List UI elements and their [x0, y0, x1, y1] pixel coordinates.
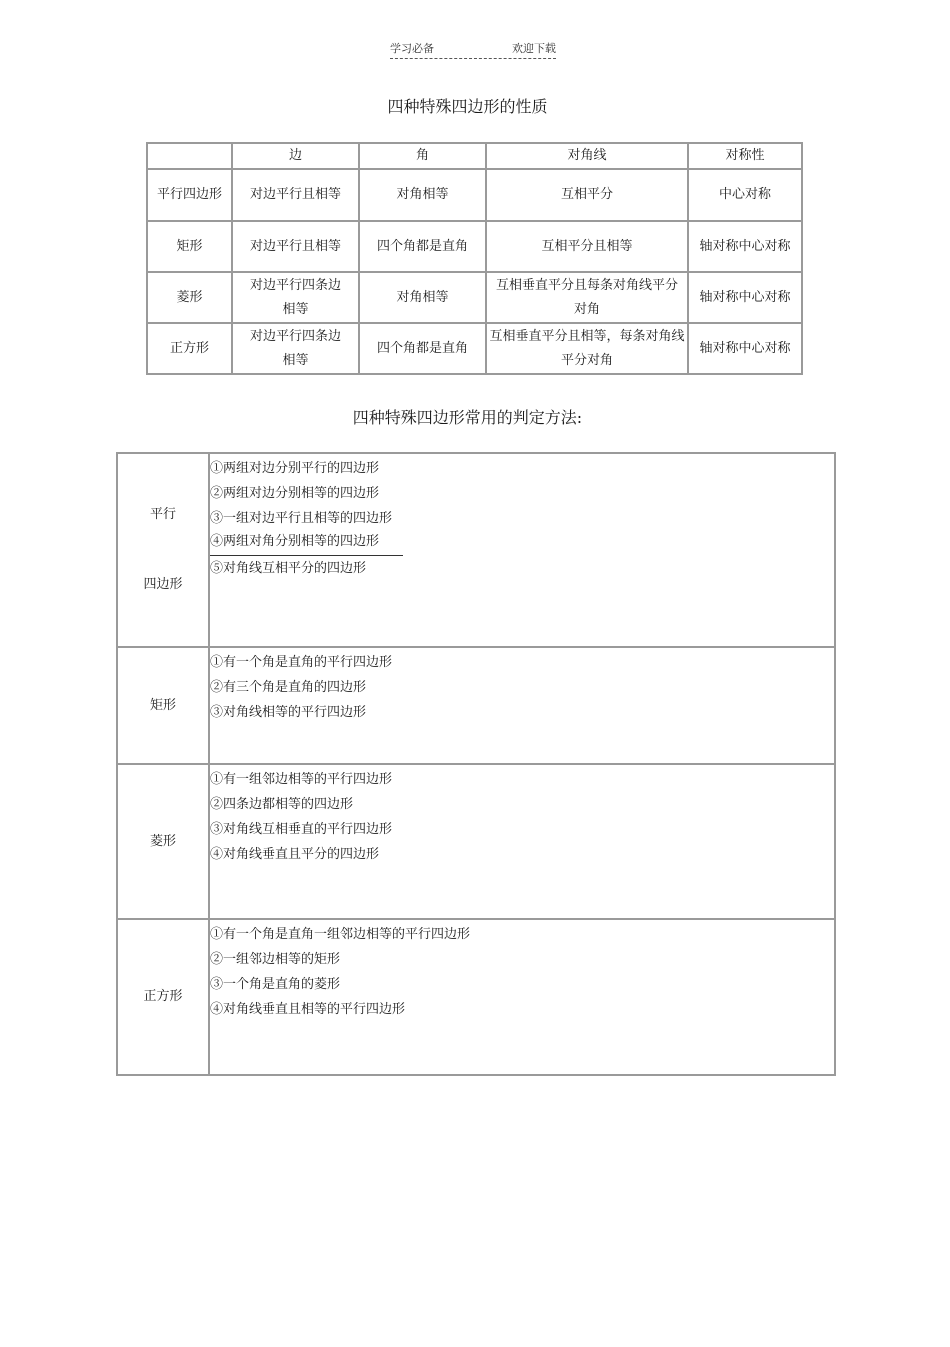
table-row	[117, 647, 835, 764]
angle-cell: 四个角都是直角	[359, 221, 486, 272]
judgement-table	[116, 452, 836, 1076]
list-item: ③一组对边平行且相等的四边形	[210, 511, 393, 526]
shape-name-cell	[117, 453, 209, 647]
list-item: ④对角线垂直且平分的四边形	[210, 847, 380, 862]
shape-name-cell: 矩形	[147, 221, 232, 272]
diagonal-cell: 互相垂直平分且每条对角线平分对角	[486, 272, 688, 323]
list-item: ②一组邻边相等的矩形	[210, 952, 341, 967]
header-cell-symmetry: 对称性	[688, 143, 802, 169]
side-cell: 对边平行且相等	[232, 221, 359, 272]
list-item: ③一个角是直角的菱形	[210, 977, 341, 992]
table-row	[147, 221, 802, 272]
header-left-text: 学习必备	[390, 42, 434, 55]
list-item: ④两组对角分别相等的四边形	[210, 531, 403, 556]
angle-cell: 对角相等	[359, 272, 486, 323]
shape-name-cell: 正方形	[147, 323, 232, 374]
diagonal-cell: 互相平分且相等	[486, 221, 688, 272]
list-item: ③对角线相等的平行四边形	[210, 705, 367, 720]
list-item: ②有三个角是直角的四边形	[210, 680, 367, 695]
symmetry-cell: 中心对称	[688, 169, 802, 221]
shape-name-cell: 平行四边形	[147, 169, 232, 221]
criteria-cell	[209, 764, 835, 919]
angle-cell: 四个角都是直角	[359, 323, 486, 374]
list-item: ②四条边都相等的四边形	[210, 797, 354, 812]
diagonal-cell: 互相垂直平分且相等，每条对角线平分对角	[486, 323, 688, 374]
table-row	[117, 453, 835, 647]
diagonal-cell: 互相平分	[486, 169, 688, 221]
header-cell-empty	[147, 143, 232, 169]
symmetry-cell: 轴对称中心对称	[688, 272, 802, 323]
shape-name-cell: 矩形	[117, 647, 209, 764]
list-item: ③对角线互相垂直的平行四边形	[210, 822, 393, 837]
criteria-cell	[209, 647, 835, 764]
shape-name-cell: 菱形	[147, 272, 232, 323]
properties-table	[146, 142, 803, 375]
properties-header-row	[147, 143, 802, 169]
header-right-text: 欢迎下载	[512, 42, 556, 55]
list-item: ①有一个角是直角一组邻边相等的平行四边形	[210, 927, 471, 942]
table-row	[147, 323, 802, 374]
properties-title: 四种特殊四边形的性质	[387, 97, 548, 116]
criteria-cell	[209, 919, 835, 1075]
list-item: ②两组对边分别相等的四边形	[210, 486, 380, 501]
criteria-cell	[209, 453, 835, 647]
table-row	[147, 272, 802, 323]
angle-cell: 对角相等	[359, 169, 486, 221]
header-cell-side: 边	[232, 143, 359, 169]
page-header	[390, 40, 556, 59]
shape-name-cell: 菱形	[117, 764, 209, 919]
judgement-title: 四种特殊四边形常用的判定方法:	[352, 408, 583, 427]
list-item: ①有一个角是直角的平行四边形	[210, 655, 393, 670]
table-row	[117, 919, 835, 1075]
symmetry-cell: 轴对称中心对称	[688, 323, 802, 374]
side-cell: 对边平行四条边相等	[232, 272, 359, 323]
table-row	[147, 169, 802, 221]
shape-name-cell: 正方形	[117, 919, 209, 1075]
symmetry-cell: 轴对称中心对称	[688, 221, 802, 272]
header-cell-diagonal: 对角线	[486, 143, 688, 169]
list-item: ⑤对角线互相平分的四边形	[210, 561, 367, 576]
header-cell-angle: 角	[359, 143, 486, 169]
side-cell: 对边平行且相等	[232, 169, 359, 221]
side-cell: 对边平行四条边相等	[232, 323, 359, 374]
shape-name-line: 平行	[149, 507, 176, 522]
shape-name-line: 四边形	[143, 577, 183, 592]
list-item: ①两组对边分别平行的四边形	[210, 461, 380, 476]
table-row	[117, 764, 835, 919]
list-item: ①有一组邻边相等的平行四边形	[210, 772, 393, 787]
list-item: ④对角线垂直且相等的平行四边形	[210, 1002, 406, 1017]
